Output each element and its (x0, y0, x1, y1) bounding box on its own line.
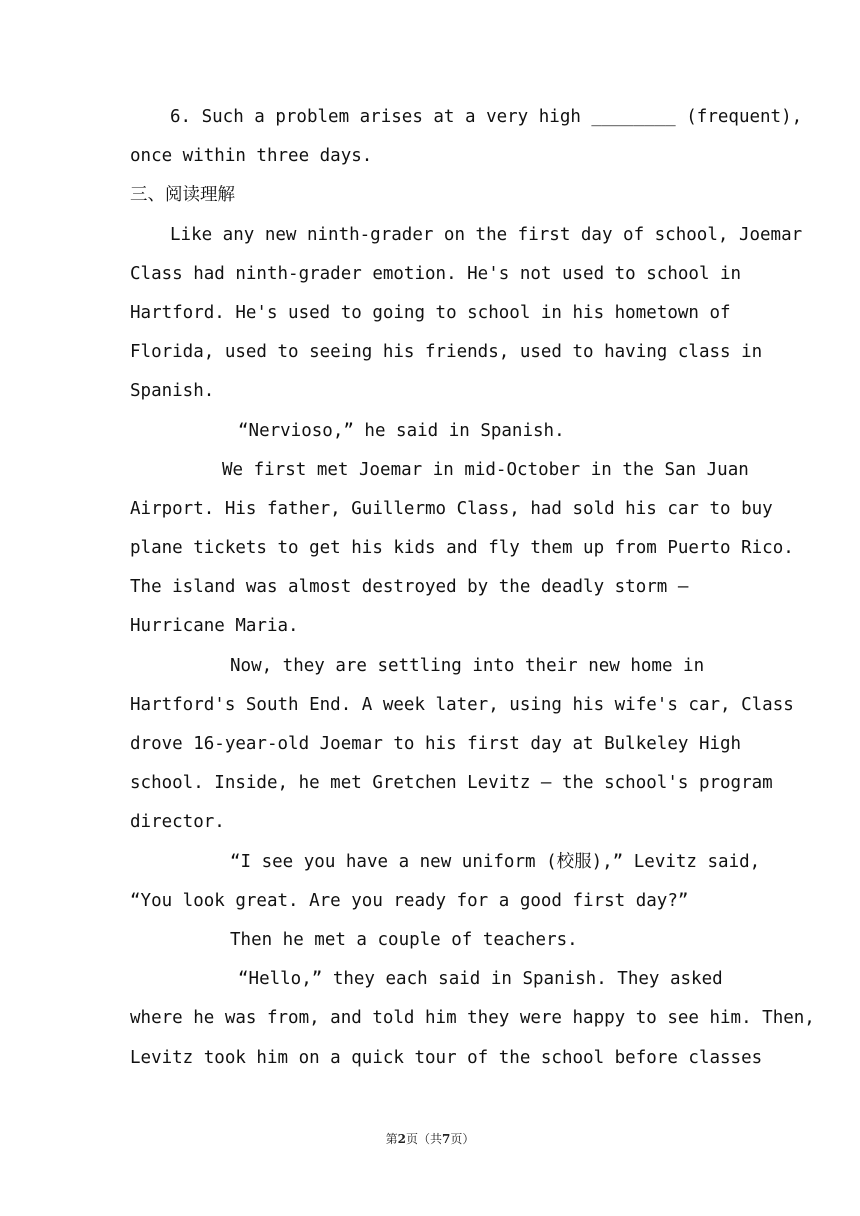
question-6-line-1: 6. Such a problem arises at a very high ________ (frequent), (170, 107, 803, 127)
passage-line: Airport. His father, Guillermo Class, had sold his car to buy (130, 498, 773, 519)
passage-line: “Hello,” they each said in Spanish. They asked (238, 969, 723, 990)
passage-line: drove 16-year-old Joemar to his first day at Bulkeley High (130, 734, 742, 754)
footer-total-pages: 7 (442, 1132, 451, 1146)
section-heading: 三、阅读理解 (130, 185, 235, 206)
passage-line: Class had ninth-grader emotion. He's not used to school in (130, 263, 742, 284)
footer-middle: 页（共 (405, 1132, 442, 1146)
passage-line: “I see you have a new uniform (校服),” Levitz said, (230, 851, 761, 872)
footer-prefix: 第 (385, 1132, 398, 1146)
footer-suffix: 页） (450, 1132, 475, 1146)
passage-line: Now, they are settling into their new home in (230, 655, 705, 676)
passage-line: where he was from, and told him they were happy to see him. Then, (130, 1008, 815, 1029)
passage-line: Spanish. (130, 381, 215, 402)
passage-line: Hartford. He's used to going to school in his hometown of (130, 302, 731, 323)
passage-line: Hartford's South End. A week later, using his wife's car, Class (130, 694, 794, 715)
passage-line: “You look great. Are you ready for a good first day?” (130, 890, 689, 911)
passage-line: Florida, used to seeing his friends, used to having class in (130, 342, 763, 363)
passage-line: We first met Joemar in mid-October in the San Juan (222, 459, 749, 480)
passage-line: Levitz took him on a quick tour of the school before classes (130, 1047, 763, 1068)
footer-page-number: 2 (397, 1132, 406, 1146)
passage-line: Like any new ninth-grader on the first day of school, Joemar (170, 224, 803, 245)
passage-line: school. Inside, he met Gretchen Levitz — the school's program (130, 773, 773, 794)
passage-line: plane tickets to get his kids and fly them up from Puerto Rico. (130, 538, 794, 559)
passage-line: Hurricane Maria. (130, 616, 299, 637)
document-page (130, 98, 815, 1078)
passage-line: The island was almost destroyed by the deadly storm — (130, 577, 689, 598)
question-6-line-2: once within three days. (130, 146, 373, 167)
passage-line: “Nervioso,” he said in Spanish. (238, 420, 565, 441)
passage-line: director. (130, 812, 225, 833)
page-footer (0, 1130, 860, 1147)
passage-line: Then he met a couple of teachers. (230, 929, 578, 950)
